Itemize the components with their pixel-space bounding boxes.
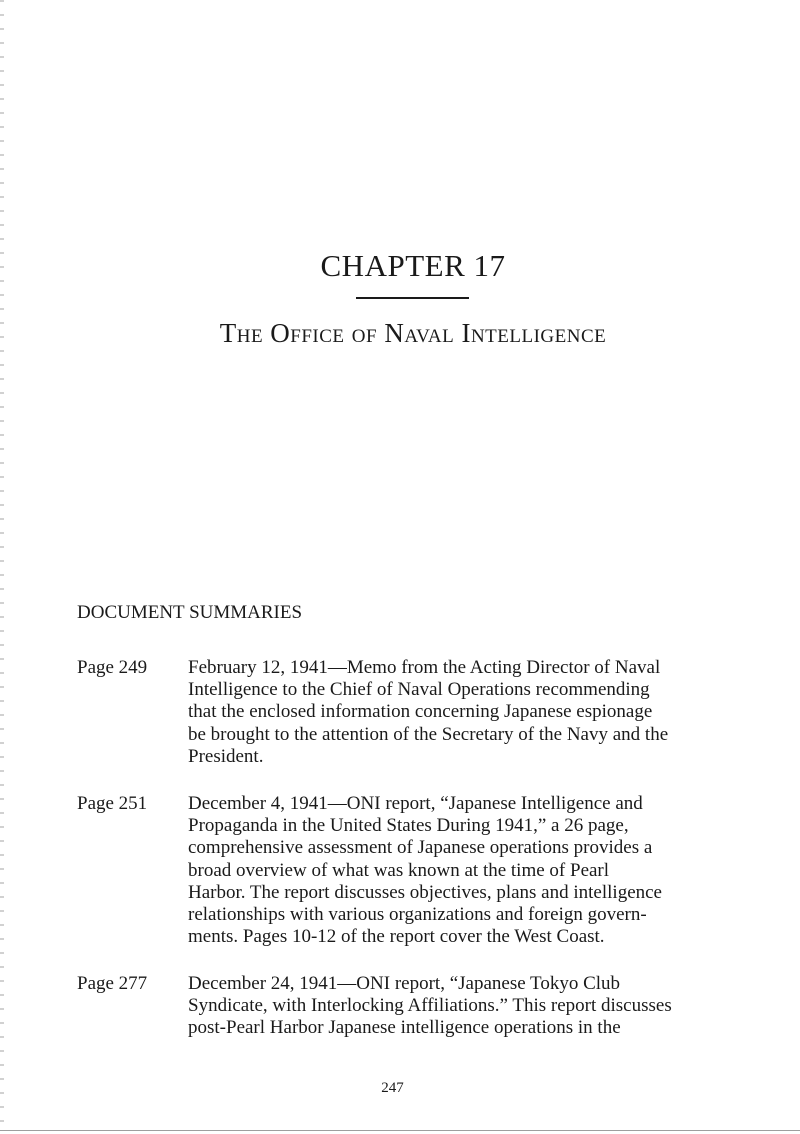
page-number: 247 [381, 1080, 404, 1096]
page-reference: Page 249 [77, 657, 148, 678]
bottom-edge [0, 1130, 800, 1131]
page-reference: Page 277 [77, 973, 148, 994]
chapter-title: The Office of Naval Intelligence [219, 318, 607, 348]
page-reference: Page 251 [77, 793, 148, 814]
title-rule [356, 297, 469, 299]
section-heading: DOCUMENT SUMMARIES [77, 602, 303, 623]
summary-text: December 24, 1941—ONI report, “Japanese Tokyo Club Syndicate, with Interlocking Affiliations.” This report discusses post-Pearl Harbor Japanese intelligence operations in the [188, 973, 672, 1039]
summary-text: February 12, 1941—Memo from the Acting Director of Naval Intelligence to the Chief of Naval Operations recommending that the enclosed information concerning Japanese espionage be brought to the attention of the Secretary of the Navy and the President. [188, 657, 669, 767]
chapter-number: CHAPTER 17 [320, 248, 506, 283]
summary-text: December 4, 1941—ONI report, “Japanese Intelligence and Propaganda in the United States During 1941,” a 26 page, comprehensive assessment of Japanese operations provides a broad overview of what was known at the time of Pearl Harbor. The report discusses objectives, plans and intelligence relationships with various organizations and foreign govern- ments. Pages 10-12 of the report cover the West Coast. [188, 793, 662, 948]
scan-edge [0, 0, 4, 1134]
